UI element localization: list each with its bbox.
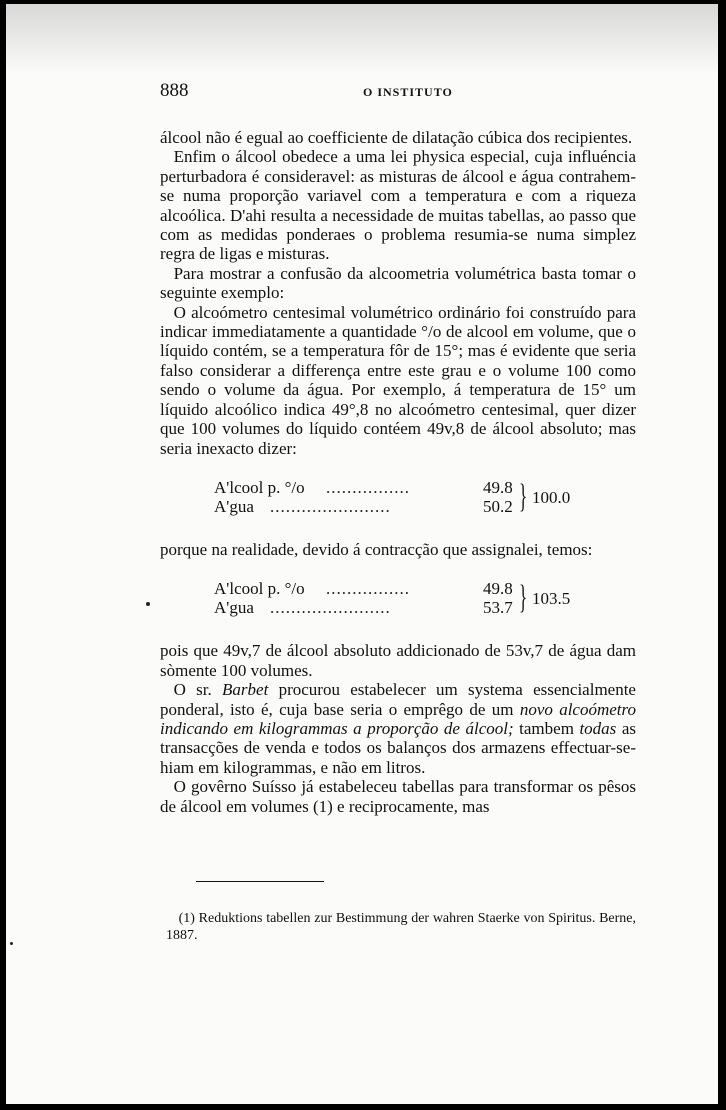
emphasis-text: novo alcoómetro indicando em kilogrammas a proporção de álcool; xyxy=(160,699,636,738)
text-run: tambem xyxy=(513,718,580,738)
example-table-1 xyxy=(160,478,636,522)
text-run: as transacções de venda e todos os balanços dos armazens effectuar-se-hiam em kilogrammas, e não em litros. xyxy=(160,718,636,777)
brace-icon: } xyxy=(519,477,528,515)
row-value: 50.2 xyxy=(483,496,513,516)
leader-dots: ....................... xyxy=(270,598,391,618)
leader-dots: ....................... xyxy=(270,496,391,516)
row-value: 49.8 xyxy=(483,477,513,497)
footnote-rule xyxy=(196,881,324,882)
ink-speck xyxy=(10,942,13,945)
row-value: 49.8 xyxy=(483,579,513,599)
row-label: A'gua xyxy=(214,496,254,516)
text-run: procurou estabelecer um systema essencialmente ponderal, isto é, cuja base seria o emprêgo de um xyxy=(160,680,636,719)
body-text xyxy=(160,128,636,816)
footnote xyxy=(166,910,636,944)
paragraph-5: porque na realidade, devido á contracção que assignalei, temos: xyxy=(160,539,593,559)
emphasis-text: todas xyxy=(579,718,617,738)
paragraph-8: O govêrno Suísso já estabeleceu tabellas para transformar os pêsos de álcool em volumes (1) e reciprocamente, mas xyxy=(160,777,636,816)
book-page xyxy=(6,4,718,1104)
paragraph-6: pois que 49v,7 de álcool absoluto addicionado de 53v,7 de água dam sòmente 100 volumes. xyxy=(160,641,636,680)
running-head: O INSTITUTO xyxy=(363,85,453,99)
row-label: A'lcool p. °/o xyxy=(214,477,305,497)
paragraph-1: álcool não é egual ao coefficiente de dilatação cúbica dos recipientes. xyxy=(160,128,633,147)
row-value: 53.7 xyxy=(483,598,513,618)
leader-dots: ................ xyxy=(326,477,410,497)
paragraph-2: Enfim o álcool obedece a uma lei physica especial, cuja influéncia perturbadora é consideravel: as misturas de álcool e água contrahem-se numa proporção variavel com a temperatura e com a riqueza alcoólica. D'ahi resulta a necessidade de muitas tabellas, ao passo que com as medidas ponderaes o problema resumia-se numa simplez regra de ligas e misturas. xyxy=(160,147,636,264)
paragraph-3: Para mostrar a confusão da alcoometria volumétrica basta tomar o seguinte exemplo: xyxy=(160,263,636,303)
leader-dots: ................ xyxy=(326,579,410,599)
row-label: A'lcool p. °/o xyxy=(214,579,305,599)
table-total: 100.0 xyxy=(532,487,571,507)
text-run: O sr. xyxy=(173,680,223,700)
page-number: 888 xyxy=(160,80,189,101)
example-table-2 xyxy=(160,579,636,623)
author-name: Barbet xyxy=(222,680,269,700)
table-total: 103.5 xyxy=(532,589,571,609)
ink-speck xyxy=(146,602,150,606)
page-header xyxy=(160,80,560,104)
row-label: A'gua xyxy=(214,598,254,618)
paragraph-4: O alcoómetro centesimal volumétrico ordinário foi construído para indicar immediatamente a quantidade °/o de alcool em volume, que o líquido contém, se a temperatura fôr de 15°; mas é evidente que seria falso considerar a differença entre este grau e o volume 100 como sendo o volume da água. Por exemplo, á temperatura de 15° um líquido alcoólico indica 49°,8 no alcoómetro centesimal, quer dizer que 100 volumes do líquido contéem 49v,8 de álcool absoluto; mas seria inexacto dizer: xyxy=(160,302,636,458)
brace-icon: } xyxy=(519,579,528,617)
paragraph-7 xyxy=(160,680,636,777)
footnote-text: (1) Reduktions tabellen zur Bestimmung der wahren Staerke von Spiritus. Berne, 1887. xyxy=(166,911,636,943)
